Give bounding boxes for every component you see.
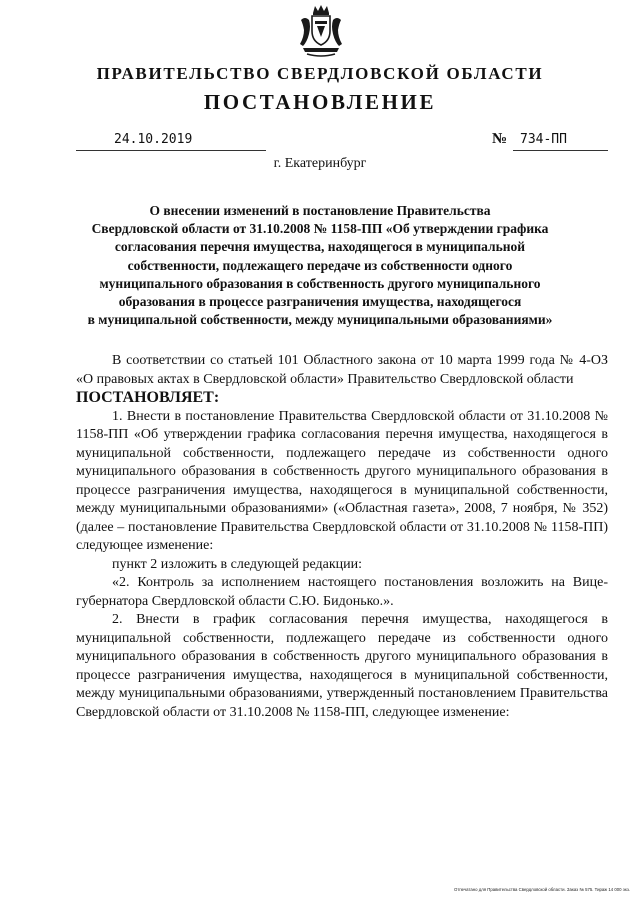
paragraph-amendment-intro: пункт 2 изложить в следующей редакции: [112, 556, 362, 572]
document-type: ПОСТАНОВЛЕНИЕ [203, 90, 437, 114]
coat-of-arms-icon [297, 4, 345, 58]
city: г. Екатеринбург [273, 156, 367, 171]
title-line: согласования перечня имущества, находящегося в муниципальной [114, 239, 526, 255]
document-date: 24.10.2019 [114, 132, 193, 147]
title-line: в муниципальной собственности, между муниципальными образованиями» [87, 312, 553, 328]
decree-heading: ПОСТАНОВЛЯЕТ: [76, 389, 220, 406]
number-sign: № [492, 131, 508, 147]
title-line: собственности, подлежащего передаче из собственности одного [127, 257, 513, 273]
date-field [76, 130, 266, 151]
document-number: 734-ПП [520, 132, 567, 147]
title-line: образования в процессе разграничения имущества, находящегося [118, 294, 522, 310]
document-title [60, 202, 580, 329]
government-name: ПРАВИТЕЛЬСТВО СВЕРДЛОВСКОЙ ОБЛАСТИ [96, 64, 544, 83]
document-body [76, 352, 608, 722]
number-field [513, 130, 608, 151]
title-line: Свердловской области от 31.10.2008 № 1158-ПП «Об утверждении графика [91, 221, 549, 237]
paragraph-1: 1. Внести в постановление Правительства Свердловской области от 31.10.2008 № 1158-ПП «Об утверждении графика согласования перечня имущества, находящегося в муниципальной собственности, подлежащего передаче из собственности одного муниципального образования в собственность другого муниципального образования в процессе разграничения имущества, находящегося в муниципальной собственности, между муниципальными образованиями» («Областная газета», 2008, 7 ноября, № 352) (далее – постановление Правительства Свердловской области от 31.10.2008 № 1158-ПП) следующее изменение: [76, 408, 608, 553]
print-footer: Отпечатано для Правительства Свердловской области. Заказ № 575. Тираж 14 000 экз. [454, 887, 630, 892]
preamble-paragraph: В соответствии со статьей 101 Областного закона от 10 марта 1999 года № 4-ОЗ «О правовых актах в Свердловской области» Правительство Свердловской области [76, 353, 608, 387]
paragraph-2: 2. Внести в график согласования перечня имущества, находящегося в муниципальной собственности, подлежащего передаче из собственности одного муниципального образования в собственность другого муниципального образования в процессе разграничения имущества, находящегося в муниципальной собственности, между муниципальными образованиями, утвержденный постановлением Правительства Свердловской области от 31.10.2008 № 1158-ПП, следующее изменение: [76, 612, 608, 720]
title-line: О внесении изменений в постановление Правительства [149, 203, 491, 218]
paragraph-amendment-text: «2. Контроль за исполнением настоящего постановления возложить на Вице-губернатора Свердловской области С.Ю. Бидонько.». [76, 575, 608, 609]
title-line: муниципального образования в собственность другого муниципального [99, 275, 541, 291]
